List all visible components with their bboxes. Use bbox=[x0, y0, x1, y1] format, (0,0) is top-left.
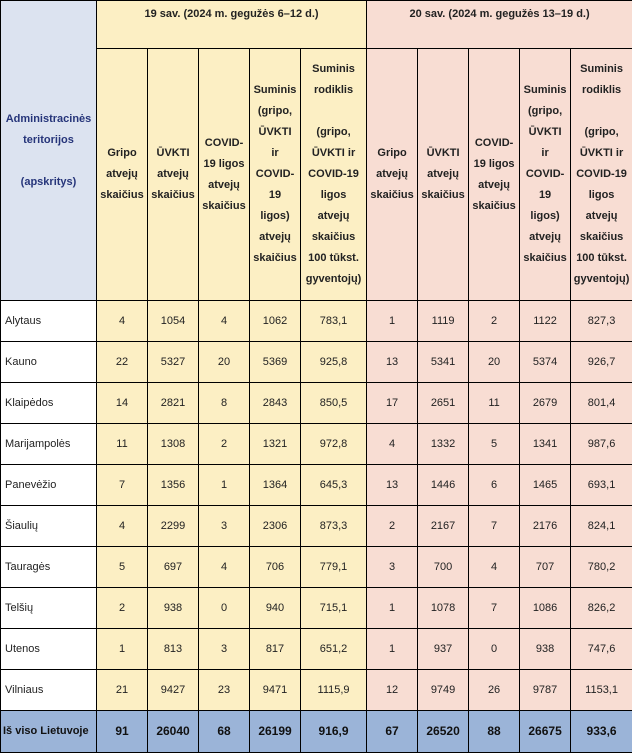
table-cell: 6 bbox=[469, 465, 520, 506]
w20-covid-header: COVID- 19 ligos atvejų skaičius bbox=[469, 49, 520, 301]
table-cell: 801,4 bbox=[571, 383, 632, 424]
table-row bbox=[1, 670, 632, 711]
table-cell: 1308 bbox=[148, 424, 199, 465]
table-cell: 4 bbox=[97, 301, 148, 342]
table-cell: 1115,9 bbox=[301, 670, 367, 711]
table-cell: 693,1 bbox=[571, 465, 632, 506]
table-cell: 2 bbox=[97, 588, 148, 629]
table-cell: 925,8 bbox=[301, 342, 367, 383]
table-cell: 12 bbox=[367, 670, 418, 711]
table-cell: 11 bbox=[469, 383, 520, 424]
table-cell: 4 bbox=[199, 547, 250, 588]
table-cell: 14 bbox=[97, 383, 148, 424]
table-cell: 20 bbox=[199, 342, 250, 383]
table-cell: 715,1 bbox=[301, 588, 367, 629]
table-cell: 1119 bbox=[418, 301, 469, 342]
region-name: Šiaulių bbox=[1, 506, 97, 547]
w19-flu-header: Gripo atvejų skaičius bbox=[97, 49, 148, 301]
table-cell: 706 bbox=[250, 547, 301, 588]
table-cell: 4 bbox=[469, 547, 520, 588]
table-cell: 1446 bbox=[418, 465, 469, 506]
table-cell: 747,6 bbox=[571, 629, 632, 670]
region-name: Marijampolės bbox=[1, 424, 97, 465]
table-cell: 1321 bbox=[250, 424, 301, 465]
table-cell: 937 bbox=[418, 629, 469, 670]
table-cell: 3 bbox=[199, 506, 250, 547]
table-cell: 26 bbox=[469, 670, 520, 711]
table-cell: 938 bbox=[148, 588, 199, 629]
region-name: Tauragės bbox=[1, 547, 97, 588]
table-cell: 26520 bbox=[418, 711, 469, 753]
table-cell: 2679 bbox=[520, 383, 571, 424]
table-cell: 827,3 bbox=[571, 301, 632, 342]
table-row bbox=[1, 506, 632, 547]
table-cell: 645,3 bbox=[301, 465, 367, 506]
w19-rate-header: Suminis rodiklis (gripo, ŪVKTI ir COVID-19 ligos atvejų skaičius 100 tūkst. gyventojų) bbox=[301, 49, 367, 301]
table-cell: 7 bbox=[97, 465, 148, 506]
region-name: Iš viso Lietuvoje bbox=[1, 711, 97, 753]
table-cell: 11 bbox=[97, 424, 148, 465]
table-cell: 5327 bbox=[148, 342, 199, 383]
table-row bbox=[1, 301, 632, 342]
table-cell: 1 bbox=[367, 629, 418, 670]
table-cell: 9787 bbox=[520, 670, 571, 711]
table-cell: 850,5 bbox=[301, 383, 367, 424]
table-cell: 783,1 bbox=[301, 301, 367, 342]
table-cell: 1054 bbox=[148, 301, 199, 342]
table-cell: 91 bbox=[97, 711, 148, 753]
table-cell: 697 bbox=[148, 547, 199, 588]
table-cell: 2651 bbox=[418, 383, 469, 424]
w19-total-header: Suminis (gripo, ŪVKTI ir COVID- 19 ligos) atvejų skaičius bbox=[250, 49, 301, 301]
table-row bbox=[1, 342, 632, 383]
total-row bbox=[1, 711, 632, 753]
table-row bbox=[1, 547, 632, 588]
table-cell: 13 bbox=[367, 465, 418, 506]
table-cell: 938 bbox=[520, 629, 571, 670]
table-cell: 7 bbox=[469, 506, 520, 547]
table-row bbox=[1, 629, 632, 670]
table-cell: 26040 bbox=[148, 711, 199, 753]
table-cell: 1078 bbox=[418, 588, 469, 629]
table-cell: 5374 bbox=[520, 342, 571, 383]
w19-covid-header: COVID- 19 ligos atvejų skaičius bbox=[199, 49, 250, 301]
w20-flu-header: Gripo atvejų skaičius bbox=[367, 49, 418, 301]
table-cell: 1332 bbox=[418, 424, 469, 465]
table-cell: 13 bbox=[367, 342, 418, 383]
table-cell: 17 bbox=[367, 383, 418, 424]
table-cell: 2821 bbox=[148, 383, 199, 424]
table-cell: 1364 bbox=[250, 465, 301, 506]
table-cell: 1 bbox=[367, 301, 418, 342]
table-cell: 2176 bbox=[520, 506, 571, 547]
table-cell: 2 bbox=[469, 301, 520, 342]
table-cell: 21 bbox=[97, 670, 148, 711]
table-cell: 940 bbox=[250, 588, 301, 629]
table-cell: 1341 bbox=[520, 424, 571, 465]
table-cell: 972,8 bbox=[301, 424, 367, 465]
region-name: Utenos bbox=[1, 629, 97, 670]
admin-territories-header: Administracinės teritorijos (apskritys) bbox=[1, 1, 97, 301]
table-cell: 1086 bbox=[520, 588, 571, 629]
table-cell: 23 bbox=[199, 670, 250, 711]
table-cell: 933,6 bbox=[571, 711, 632, 753]
table-cell: 1 bbox=[367, 588, 418, 629]
table-cell: 826,2 bbox=[571, 588, 632, 629]
table-cell: 9471 bbox=[250, 670, 301, 711]
table-cell: 873,3 bbox=[301, 506, 367, 547]
table-cell: 5 bbox=[97, 547, 148, 588]
table-row bbox=[1, 465, 632, 506]
region-name: Vilniaus bbox=[1, 670, 97, 711]
table-cell: 88 bbox=[469, 711, 520, 753]
region-name: Alytaus bbox=[1, 301, 97, 342]
w19-uvkti-header: ŪVKTI atvejų skaičius bbox=[148, 49, 199, 301]
table-cell: 987,6 bbox=[571, 424, 632, 465]
table-cell: 926,7 bbox=[571, 342, 632, 383]
table-cell: 813 bbox=[148, 629, 199, 670]
table-cell: 707 bbox=[520, 547, 571, 588]
table-cell: 1465 bbox=[520, 465, 571, 506]
table-cell: 3 bbox=[367, 547, 418, 588]
table-cell: 5341 bbox=[418, 342, 469, 383]
week-20-header: 20 sav. (2024 m. gegužės 13–19 d.) bbox=[367, 1, 632, 49]
week-19-header: 19 sav. (2024 m. gegužės 6–12 d.) bbox=[97, 1, 367, 49]
table-cell: 9749 bbox=[418, 670, 469, 711]
table-cell: 700 bbox=[418, 547, 469, 588]
table-cell: 1153,1 bbox=[571, 670, 632, 711]
table-cell: 0 bbox=[199, 588, 250, 629]
table-cell: 780,2 bbox=[571, 547, 632, 588]
table-cell: 2167 bbox=[418, 506, 469, 547]
table-cell: 2306 bbox=[250, 506, 301, 547]
table-cell: 2299 bbox=[148, 506, 199, 547]
w20-rate-header: Suminis rodiklis (gripo, ŪVKTI ir COVID-19 ligos atvejų skaičius 100 tūkst. gyventojų) bbox=[571, 49, 632, 301]
table-cell: 4 bbox=[199, 301, 250, 342]
table-cell: 9427 bbox=[148, 670, 199, 711]
table-cell: 1356 bbox=[148, 465, 199, 506]
table-row bbox=[1, 383, 632, 424]
table-cell: 1 bbox=[97, 629, 148, 670]
table-cell: 824,1 bbox=[571, 506, 632, 547]
table-cell: 7 bbox=[469, 588, 520, 629]
table-cell: 68 bbox=[199, 711, 250, 753]
table-cell: 5 bbox=[469, 424, 520, 465]
w20-total-header: Suminis (gripo, ŪVKTI ir COVID- 19 ligos) atvejų skaičius bbox=[520, 49, 571, 301]
table-cell: 916,9 bbox=[301, 711, 367, 753]
table-cell: 651,2 bbox=[301, 629, 367, 670]
table-cell: 67 bbox=[367, 711, 418, 753]
table-cell: 1062 bbox=[250, 301, 301, 342]
table-cell: 22 bbox=[97, 342, 148, 383]
w20-uvkti-header: ŪVKTI atvejų skaičius bbox=[418, 49, 469, 301]
table-cell: 20 bbox=[469, 342, 520, 383]
table-cell: 5369 bbox=[250, 342, 301, 383]
table-row bbox=[1, 424, 632, 465]
table-cell: 817 bbox=[250, 629, 301, 670]
region-name: Telšių bbox=[1, 588, 97, 629]
table-cell: 2 bbox=[199, 424, 250, 465]
region-name: Kauno bbox=[1, 342, 97, 383]
table-cell: 26199 bbox=[250, 711, 301, 753]
table-cell: 8 bbox=[199, 383, 250, 424]
table-row bbox=[1, 588, 632, 629]
table-cell: 2843 bbox=[250, 383, 301, 424]
table-cell: 2 bbox=[367, 506, 418, 547]
region-name: Panevėžio bbox=[1, 465, 97, 506]
table-cell: 1122 bbox=[520, 301, 571, 342]
table-cell: 779,1 bbox=[301, 547, 367, 588]
region-name: Klaipėdos bbox=[1, 383, 97, 424]
table-cell: 3 bbox=[199, 629, 250, 670]
table-cell: 1 bbox=[199, 465, 250, 506]
table-cell: 4 bbox=[367, 424, 418, 465]
table-cell: 0 bbox=[469, 629, 520, 670]
table-cell: 26675 bbox=[520, 711, 571, 753]
table-cell: 4 bbox=[97, 506, 148, 547]
